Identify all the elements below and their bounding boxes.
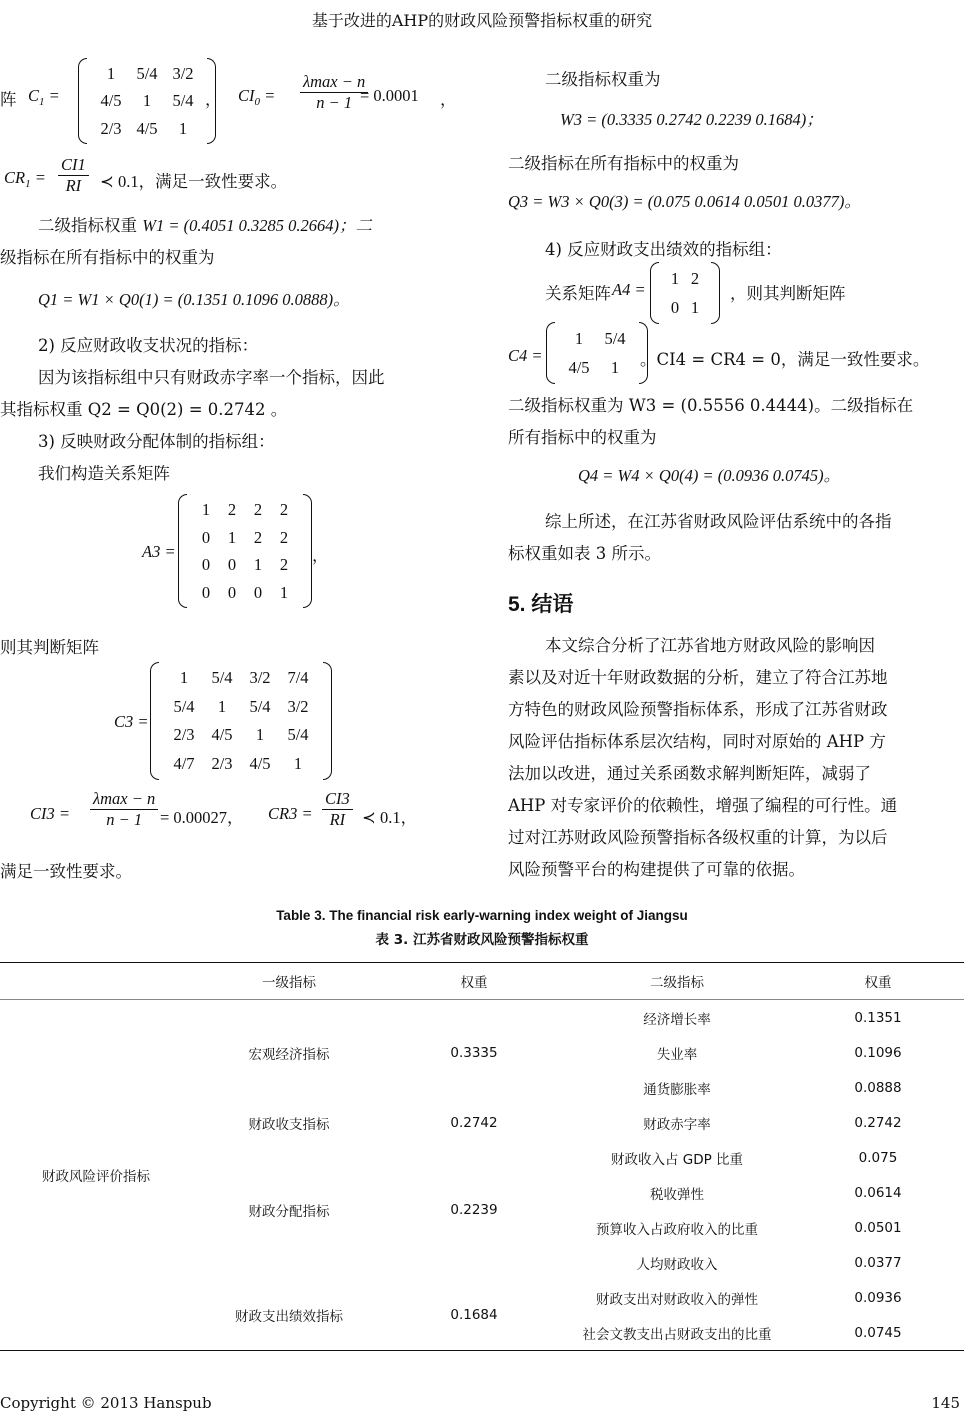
matrix-cell: 1 <box>253 555 263 575</box>
matrix-cell: 2 <box>279 555 289 575</box>
matrix-cell: 4/5 <box>211 725 233 745</box>
table-header-cell: 权重 <box>792 963 964 1000</box>
consistent-text: 满足一致性要求。 <box>0 862 132 881</box>
matrix-cell: 3/2 <box>172 64 194 84</box>
matrix-cell: 5/4 <box>172 91 194 111</box>
table-caption-en: Table 3. The financial risk early-warning index weight of Jiangsu <box>276 908 688 923</box>
matrix-c3-cells <box>159 662 323 780</box>
conclusion-line: 过对江苏财政风险预警指标各级权重的计算，为以后 <box>508 828 888 847</box>
matrix-cell: 1 <box>670 268 680 288</box>
table-level2-cell: 财政收入占 GDP 比重 <box>610 1151 744 1168</box>
matrix-cell: 1 <box>142 91 152 111</box>
matrix-c1-cells <box>87 58 207 144</box>
matrix-cell: 5/4 <box>287 725 309 745</box>
page-number: 145 <box>931 1394 960 1412</box>
a4-post: ，则其判断矩阵 <box>730 284 846 303</box>
ci0-label: $CI_0$ = <box>238 86 276 108</box>
matrix-cell: 2 <box>227 500 237 520</box>
a4-pre: 关系矩阵 <box>545 284 611 303</box>
table-level1-weight: 0.2239 <box>450 1202 498 1218</box>
table-level2-cell: 财政赤字率 <box>643 1116 711 1133</box>
matrix-cell: 1 <box>610 357 620 377</box>
w3-text: 二级指标权重为 <box>545 70 661 89</box>
table-level1-weight: 0.1684 <box>386 1280 562 1351</box>
matrix-cell: 2 <box>279 500 289 520</box>
matrix-c3 <box>150 662 332 780</box>
copyright: Copyright © 2013 Hanspub <box>0 1394 212 1412</box>
matrix-cell: 1 <box>574 328 584 348</box>
matrix-cell: 1 <box>201 500 211 520</box>
a3-label: A3 = <box>142 542 176 561</box>
matrix-cell: 1 <box>293 753 303 773</box>
table-header-cell: 一级指标 <box>192 963 386 1000</box>
table-level2-weight: 0.1351 <box>854 1009 902 1026</box>
table-caption-cn: 表 3. 江苏省财政风险预警指标权重 <box>375 932 589 948</box>
cr1-rest: ≺ 0.1，满足一致性要求。 <box>100 172 288 191</box>
a3-comma: ， <box>312 546 329 565</box>
table-level1-cell: 财政支出绩效指标 <box>192 1280 386 1351</box>
cr3-label: CR3 = <box>268 804 313 823</box>
matrix-cell: 0 <box>201 555 211 575</box>
matrix-cell: 2 <box>253 527 263 547</box>
summary-line1: 综上所述，在江苏省财政风险评估系统中的各指 <box>545 512 892 531</box>
cr3-rest: ≺ 0.1， <box>362 808 418 827</box>
weight-table <box>0 962 964 1351</box>
table-row <box>0 1000 964 1036</box>
matrix-cell: 0 <box>253 582 263 602</box>
table-root-cell: 财政风险评价指标 <box>0 1000 192 1351</box>
matrix-cell: 1 <box>690 297 700 317</box>
table-level2-cell: 通货膨胀率 <box>643 1081 711 1098</box>
table-level2-weight: 0.0745 <box>792 1315 964 1351</box>
matrix-cell: 0 <box>201 582 211 602</box>
section-5-heading: 5. 结语 <box>508 593 574 616</box>
table-level2-weight: 0.0501 <box>854 1219 902 1236</box>
matrix-cell: 0 <box>201 527 211 547</box>
matrix-cell: 1 <box>227 527 237 547</box>
ci3-label: CI3 = <box>30 804 71 823</box>
matrix-cell: 1 <box>178 118 188 138</box>
conclusion-line: 风险评估指标体系层次结构，同时对原始的 AHP 方 <box>508 732 886 751</box>
conclusion-line: AHP 对专家评价的依赖性，增强了编程的可行性。通 <box>508 796 898 815</box>
q3-expr: Q3 = W3 × Q0(3) = (0.075 0.0614 0.0501 0.0377)。 <box>508 192 861 211</box>
matrix-cell: 1 <box>279 582 289 602</box>
w4-line2: 所有指标中的权重为 <box>508 428 657 447</box>
matrix-cell: 4/7 <box>173 753 195 773</box>
table-level2-cell: 经济增长率 <box>643 1011 711 1028</box>
table-level2-cell: 预算收入占政府收入的比重 <box>596 1221 758 1238</box>
cr1-label: $CR_1$ = <box>4 168 46 190</box>
table-level1-weight: 0.2742 <box>450 1114 498 1131</box>
judge-text: 则其判断矩阵 <box>0 638 99 657</box>
table-level2-cell: 社会文教支出占财政支出的比重 <box>562 1315 792 1351</box>
matrix-a3-cells <box>187 494 303 608</box>
ci0-value: = 0.0001 <box>360 86 419 105</box>
c3-label: C3 = <box>114 712 149 731</box>
table-header-cell: 权重 <box>386 963 562 1000</box>
matrix-c1 <box>78 58 216 144</box>
c1-label: $C_1$ = <box>28 86 60 108</box>
table-level2-weight: 0.0377 <box>854 1254 902 1271</box>
matrix-cell: 5/4 <box>211 668 233 688</box>
ci0-fraction: $\frac{\lambda\max - n}{n - 1}$ <box>300 72 368 113</box>
table-header-cell: 二级指标 <box>562 963 792 1000</box>
q4-expr: Q4 = W4 × Q0(4) = (0.0936 0.0745)。 <box>578 466 841 485</box>
item-2-p1: 因为该指标组中只有财政赤字率一个指标，因此 <box>38 368 385 387</box>
matrix-c4-cells <box>555 322 639 384</box>
table-level2-cell: 税收弹性 <box>650 1186 704 1203</box>
table-level1-cell: 财政收支指标 <box>248 1116 330 1133</box>
conclusion-line: 方特色的财政风险预警指标体系，形成了江苏省财政 <box>508 700 888 719</box>
w3-expr: W3 = (0.3335 0.2742 0.2239 0.1684)； <box>560 110 823 129</box>
matrix-cell: 0 <box>670 297 680 317</box>
matrix-cell: 0 <box>227 555 237 575</box>
table-level1-cell: 财政分配指标 <box>248 1204 330 1220</box>
conclusion-paragraph <box>508 630 964 886</box>
table-level2-weight: 0.2742 <box>854 1114 902 1131</box>
matrix-cell: 2 <box>279 527 289 547</box>
item-3: 3) 反映财政分配体制的指标组： <box>38 432 275 451</box>
matrix-cell: 5/4 <box>249 696 271 716</box>
running-header: 基于改进的AHP的财政风险预警指标权重的研究 <box>311 11 653 30</box>
q1-expr: Q1 = W1 × Q0(1) = (0.1351 0.1096 0.0888)。 <box>38 290 350 309</box>
matrix-cell: 5/4 <box>136 64 158 84</box>
table-level1-weight: 0.3335 <box>450 1044 498 1061</box>
matrix-cell: 1 <box>106 64 116 84</box>
matrix-cell: 2/3 <box>173 725 195 745</box>
matrix-cell: 3/2 <box>249 668 271 688</box>
matrix-c4 <box>546 322 648 384</box>
conclusion-line: 素以及对近十年财政数据的分析，建立了符合江苏地 <box>508 668 888 687</box>
matrix-cell: 1 <box>255 725 265 745</box>
table-level2-cell: 人均财政收入 <box>636 1256 718 1273</box>
table-level2-cell: 失业率 <box>656 1046 698 1063</box>
w4-line1: 二级指标权重为 W3 = (0.5556 0.4444)。二级指标在 <box>508 396 914 415</box>
matrix-cell: 0 <box>227 582 237 602</box>
table-level2-weight: 0.075 <box>858 1149 898 1166</box>
matrix-cell: 2 <box>690 268 700 288</box>
matrix-cell: 4/5 <box>136 118 158 138</box>
w1-expr: W1 = (0.4051 0.3285 0.2664)；二 <box>142 216 372 235</box>
matrix-a4 <box>650 262 720 324</box>
conclusion-line: 本文综合分析了江苏省地方财政风险的影响因 <box>545 636 875 655</box>
table-level2-weight: 0.1096 <box>854 1044 902 1061</box>
matrix-cell: 4/5 <box>100 91 122 111</box>
table-level2-weight: 0.0614 <box>854 1184 902 1201</box>
item-4: 4) 反应财政支出绩效的指标组： <box>545 240 782 259</box>
table-level2-weight: 0.0888 <box>854 1079 902 1096</box>
matrix-cell: 1 <box>179 668 189 688</box>
matrix-cell: 2 <box>253 500 263 520</box>
matrix-cell: 4/5 <box>568 357 590 377</box>
matrix-cell: 5/4 <box>173 696 195 716</box>
item-2-p2: 其指标权重 Q2 = Q0(2) = 0.2742 。 <box>0 400 288 419</box>
c1-prefix: 阵 <box>0 90 17 109</box>
matrix-cell: 7/4 <box>287 668 309 688</box>
table-header-cell <box>0 963 192 1000</box>
cr1-fraction: $\frac{CI1}{RI}$ <box>58 155 89 196</box>
conclusion-line: 法加以改进，通过关系函数求解判断矩阵，减弱了 <box>508 764 871 783</box>
matrix-cell: 5/4 <box>604 328 626 348</box>
table-level2-weight: 0.0936 <box>854 1289 902 1306</box>
summary-line2: 标权重如表 3 所示。 <box>508 544 661 563</box>
item-2: 2) 反应财政收支状况的指标： <box>38 336 259 355</box>
ci3-value: = 0.00027， <box>160 808 244 827</box>
item-3-p1: 我们构造关系矩阵 <box>38 464 170 483</box>
matrix-cell: 3/2 <box>287 696 309 716</box>
conclusion-line: 风险预警平台的构建提供了可靠的依据。 <box>508 860 805 879</box>
q3-text: 二级指标在所有指标中的权重为 <box>508 154 739 173</box>
matrix-cell: 1 <box>217 696 227 716</box>
table-level1-cell: 宏观经济指标 <box>248 1046 330 1063</box>
table-level2-cell: 财政支出对财政收入的弹性 <box>596 1291 758 1308</box>
matrix-a4-cells <box>659 262 711 324</box>
c4-label: C4 = <box>508 346 543 365</box>
matrix-cell: 2/3 <box>100 118 122 138</box>
matrix-cell: 4/5 <box>249 753 271 773</box>
w1-cont: 级指标在所有指标中的权重为 <box>0 248 215 267</box>
ci3-fraction: $\frac{\lambda\max - n}{n - 1}$ <box>90 789 158 830</box>
matrix-a3 <box>178 494 312 608</box>
w1-text: 二级指标权重 <box>38 216 137 235</box>
matrix-cell: 2/3 <box>211 753 233 773</box>
c4-post: 。CI4 = CR4 = 0，满足一致性要求。 <box>640 350 930 369</box>
a4-label: A4 = <box>612 280 646 299</box>
cr3-fraction: $\frac{CI3}{RI}$ <box>322 789 353 830</box>
